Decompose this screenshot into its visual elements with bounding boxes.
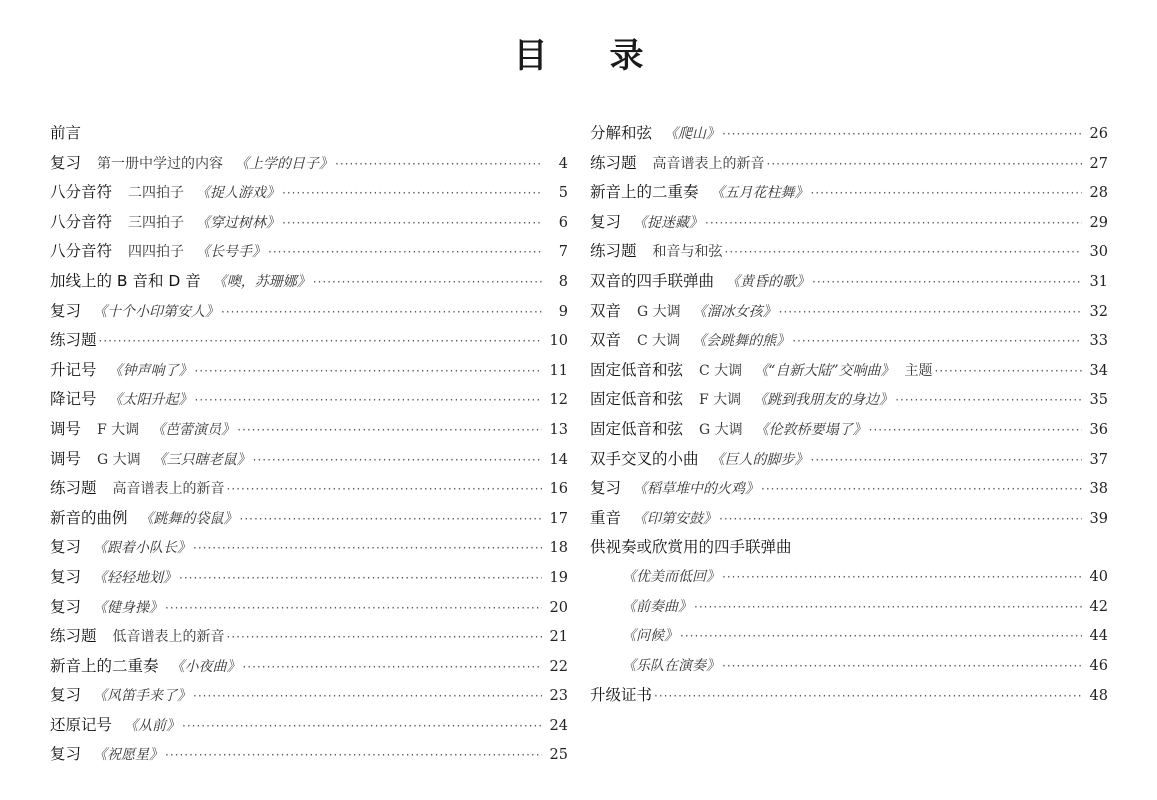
page-number: 20 (549, 599, 568, 616)
dot-leader (811, 179, 1082, 209)
entry-piece-title: 《捉人游戏》 (196, 185, 281, 202)
entry-piece-title: 《跳舞的袋鼠》 (139, 510, 238, 527)
page-number: 25 (549, 747, 568, 764)
toc-entry[interactable] (50, 119, 568, 149)
entry-heading: 复习 (50, 301, 82, 320)
page-number: 7 (558, 244, 568, 261)
toc-entry[interactable] (50, 149, 568, 179)
title-char-1: 目 (513, 36, 548, 76)
toc-entry[interactable] (50, 711, 568, 741)
dot-leader (761, 475, 1082, 505)
toc-entry[interactable] (50, 326, 568, 356)
entry-heading: 复习 (50, 153, 82, 172)
entry-heading: 前言 (50, 124, 82, 142)
page-number: 33 (1089, 333, 1108, 350)
toc-entry[interactable] (50, 622, 568, 652)
dot-leader (705, 209, 1082, 239)
toc-entry[interactable] (590, 385, 1108, 415)
entry-heading: 双音的四手联弹曲 (590, 271, 715, 290)
dot-leader (193, 682, 542, 712)
entry-heading: 供视奏或欣赏用的四手联弹曲 (590, 538, 792, 557)
page-number: 29 (1089, 214, 1108, 231)
page-number: 19 (549, 569, 568, 586)
page-number: 38 (1089, 481, 1108, 498)
entry-subtitle: 和音与和弦 (652, 244, 723, 261)
toc-entry[interactable] (590, 681, 1108, 711)
entry-piece-title: 《健身操》 (93, 599, 164, 616)
entry-heading: 新音上的二重奏 (590, 183, 699, 202)
entry-heading: 固定低音和弦 (590, 360, 684, 379)
dot-leader (680, 622, 1082, 652)
toc-column-right (590, 119, 1108, 711)
entry-piece-title: 《钟声响了》 (108, 362, 193, 379)
entry-heading: 练习题 (50, 627, 97, 646)
dot-leader (240, 505, 542, 535)
toc-entry[interactable] (590, 178, 1108, 208)
entry-piece-title: 《五月花柱舞》 (710, 185, 809, 202)
toc-entry[interactable] (50, 237, 568, 267)
page-number: 13 (549, 421, 568, 438)
dot-leader (792, 327, 1082, 357)
entry-heading: 双音 (590, 331, 622, 350)
toc-entry[interactable] (590, 415, 1108, 445)
entry-heading: 练习题 (50, 331, 97, 350)
toc-entry[interactable] (50, 681, 568, 711)
toc-entry[interactable] (50, 533, 568, 563)
dot-leader (722, 120, 1082, 150)
dot-leader (227, 475, 542, 505)
entry-piece-title: 《穿过树林》 (196, 214, 281, 231)
page-number: 21 (549, 629, 568, 646)
entry-heading: 升记号 (50, 360, 97, 379)
entry-heading: 降记号 (50, 390, 97, 409)
entry-subtitle: 高音谱表上的新音 (112, 481, 225, 498)
entry-heading: 调号 (50, 419, 82, 438)
entry-heading: 加线上的 B 音和 D 音 (50, 271, 201, 290)
entry-subtitle: 第一册中学过的内容 (97, 155, 224, 172)
page-number: 44 (1089, 628, 1108, 645)
entry-subtitle: F 大调 (699, 392, 742, 409)
entry-piece-title: 《祝愿星》 (93, 747, 164, 764)
entry-piece-title: 《上学的日子》 (235, 155, 334, 172)
page-number: 5 (558, 185, 568, 202)
entry-heading: 八分音符 (50, 212, 113, 231)
page-number: 26 (1089, 126, 1108, 142)
toc-entry[interactable] (590, 149, 1108, 179)
entry-piece-title: 《芭蕾演员》 (151, 421, 236, 438)
entry-piece-title: 《太阳升起》 (108, 392, 193, 409)
dot-leader (767, 150, 1082, 180)
entry-heading: 复习 (50, 745, 82, 764)
entry-piece-title: 《印第安鼓》 (633, 510, 718, 527)
entry-heading: 复习 (50, 567, 82, 586)
entry-piece-title: 《跟着小队长》 (93, 540, 192, 557)
toc-entry[interactable] (50, 415, 568, 445)
dot-leader (654, 682, 1082, 712)
page-number: 6 (558, 214, 568, 231)
toc-entry[interactable] (590, 563, 1108, 593)
toc-entry[interactable] (590, 356, 1108, 386)
toc-entry[interactable] (50, 740, 568, 770)
entry-heading: 复习 (590, 479, 622, 498)
entry-heading: 练习题 (50, 479, 97, 498)
entry-suffix: 主题 (904, 362, 933, 379)
dot-leader (182, 712, 542, 742)
entry-subtitle: C 大调 (637, 333, 681, 350)
toc-entry[interactable] (590, 326, 1108, 356)
entry-heading: 双手交叉的小曲 (590, 449, 699, 468)
entry-piece-title: 《黄昏的歌》 (726, 273, 811, 290)
dot-leader (779, 298, 1082, 328)
toc-column-left (50, 119, 568, 770)
toc-entry[interactable] (590, 119, 1108, 149)
entry-heading: 升级证书 (590, 686, 653, 705)
dot-leader (722, 563, 1082, 593)
dot-leader (694, 593, 1082, 623)
page-number: 36 (1089, 421, 1108, 438)
entry-heading: 还原记号 (50, 715, 113, 734)
toc-entry[interactable] (50, 445, 568, 475)
entry-piece-title: 《十个小印第安人》 (93, 303, 220, 320)
toc-entry[interactable] (50, 178, 568, 208)
dot-leader (725, 238, 1082, 268)
page-number: 32 (1089, 303, 1108, 320)
dot-leader (282, 209, 542, 239)
entry-piece-title: 《乐队在演奏》 (622, 657, 720, 674)
entry-heading: 双音 (590, 301, 622, 320)
page-number: 27 (1089, 155, 1108, 172)
entry-piece-title: 《轻轻地划》 (93, 569, 178, 586)
page-number: 42 (1089, 598, 1108, 615)
entry-subtitle: 四四拍子 (128, 244, 185, 261)
toc-entry[interactable] (590, 267, 1108, 297)
toc-entry[interactable] (50, 563, 568, 593)
dot-leader (811, 446, 1082, 476)
page-number: 37 (1089, 451, 1108, 468)
dot-leader (268, 238, 542, 268)
entry-subtitle: C 大调 (699, 362, 743, 379)
toc-entry[interactable] (590, 237, 1108, 267)
entry-heading: 新音上的二重奏 (50, 656, 159, 675)
entry-piece-title: 《跳到我朋友的身边》 (753, 392, 894, 409)
page-number: 17 (549, 510, 568, 527)
entry-subtitle: 二四拍子 (128, 185, 185, 202)
entry-heading: 八分音符 (50, 242, 113, 261)
page-number: 28 (1089, 185, 1108, 202)
toc-entry[interactable] (50, 652, 568, 682)
entry-subtitle: F 大调 (97, 421, 140, 438)
entry-heading: 固定低音和弦 (590, 390, 684, 409)
page-number: 46 (1089, 657, 1108, 674)
entry-piece-title: 《噢，苏珊娜》 (212, 273, 311, 290)
entry-piece-title: 《长号手》 (196, 244, 267, 261)
entry-subtitle: 三四拍子 (128, 214, 185, 231)
entry-piece-title: 《溜冰女孩》 (692, 303, 777, 320)
page-title (0, 28, 1157, 77)
entry-piece-title: 《“自新大陆”交响曲》 (754, 362, 895, 379)
page-number: 10 (549, 333, 568, 350)
toc-entry[interactable] (590, 208, 1108, 238)
dot-leader (313, 268, 542, 298)
dot-leader (99, 327, 542, 357)
dot-leader (195, 357, 542, 387)
toc-entry[interactable] (590, 593, 1108, 623)
dot-leader (179, 564, 542, 594)
toc-entry[interactable] (590, 297, 1108, 327)
entry-piece-title: 《稻草堆中的火鸡》 (633, 481, 760, 498)
dot-leader (812, 268, 1082, 298)
entry-piece-title: 《问候》 (622, 628, 678, 645)
page-number: 14 (549, 451, 568, 468)
entry-piece-title: 《从前》 (124, 717, 181, 734)
entry-subtitle: G 大调 (699, 421, 743, 438)
dot-leader (895, 386, 1082, 416)
page-number: 40 (1089, 568, 1108, 585)
toc-entry[interactable] (50, 504, 568, 534)
page-number: 23 (549, 688, 568, 705)
entry-piece-title: 《前奏曲》 (622, 598, 692, 615)
page-number: 22 (549, 658, 568, 675)
entry-piece-title: 《伦敦桥要塌了》 (754, 421, 867, 438)
toc-entry[interactable] (590, 474, 1108, 504)
dot-leader (165, 741, 542, 771)
entry-subtitle: G 大调 (637, 303, 681, 320)
toc-entry[interactable] (50, 593, 568, 623)
entry-heading: 复习 (50, 686, 82, 705)
dot-leader (243, 653, 542, 683)
dot-leader (722, 652, 1082, 682)
page-number: 18 (549, 540, 568, 557)
entry-piece-title: 《捉迷藏》 (633, 214, 704, 231)
entry-subtitle: G 大调 (97, 451, 141, 468)
page-number: 9 (558, 303, 568, 320)
dot-leader (935, 357, 1082, 387)
dot-leader (719, 505, 1082, 535)
dot-leader (221, 298, 542, 328)
dot-leader (193, 534, 542, 564)
toc-entry[interactable] (50, 267, 568, 297)
dot-leader (335, 150, 542, 180)
page-number: 4 (558, 155, 568, 172)
entry-piece-title: 《三只瞎老鼠》 (152, 451, 251, 468)
entry-heading: 固定低音和弦 (590, 419, 684, 438)
page-number: 34 (1089, 362, 1108, 379)
entry-piece-title: 《会跳舞的熊》 (692, 333, 791, 350)
entry-heading: 八分音符 (50, 183, 113, 202)
entry-heading: 复习 (590, 212, 622, 231)
dot-leader (253, 446, 542, 476)
entry-subtitle: 高音谱表上的新音 (652, 155, 765, 172)
entry-piece-title: 《爬山》 (664, 126, 721, 142)
page-number: 24 (549, 717, 568, 734)
dot-leader (195, 386, 542, 416)
entry-piece-title: 《风笛手来了》 (93, 688, 192, 705)
toc-entry[interactable] (50, 208, 568, 238)
entry-subtitle: 低音谱表上的新音 (112, 629, 225, 646)
entry-heading: 练习题 (590, 153, 637, 172)
page-number: 30 (1089, 244, 1108, 261)
page-number: 39 (1089, 510, 1108, 527)
entry-heading: 调号 (50, 449, 82, 468)
page-number: 11 (549, 362, 568, 379)
page-number: 16 (549, 481, 568, 498)
entry-heading: 复习 (50, 538, 82, 557)
entry-piece-title: 《优美而低回》 (622, 568, 720, 585)
dot-leader (165, 594, 542, 624)
toc-entry[interactable] (590, 622, 1108, 652)
toc-entry[interactable] (50, 385, 568, 415)
toc-entry[interactable] (50, 356, 568, 386)
entry-piece-title: 《小夜曲》 (170, 658, 241, 675)
entry-heading: 分解和弦 (590, 124, 653, 142)
toc-entry[interactable] (590, 533, 1108, 563)
entry-heading: 练习题 (590, 242, 637, 261)
toc-entry[interactable] (50, 297, 568, 327)
dot-leader (237, 416, 542, 446)
toc-entry[interactable] (590, 445, 1108, 475)
dot-leader (869, 416, 1082, 446)
page-number: 35 (1089, 392, 1108, 409)
entry-heading: 重音 (590, 508, 622, 527)
toc-entry[interactable] (50, 474, 568, 504)
entry-piece-title: 《巨人的脚步》 (710, 451, 809, 468)
dot-leader (282, 179, 542, 209)
toc-entry[interactable] (590, 504, 1108, 534)
dot-leader (227, 623, 542, 653)
title-char-2: 录 (609, 36, 644, 76)
entry-heading: 新音的曲例 (50, 508, 128, 527)
page-number: 8 (558, 273, 568, 290)
toc-entry[interactable] (590, 652, 1108, 682)
entry-heading: 复习 (50, 597, 82, 616)
page-number: 12 (549, 392, 568, 409)
page-number: 48 (1089, 688, 1108, 705)
page-number: 31 (1089, 273, 1108, 290)
